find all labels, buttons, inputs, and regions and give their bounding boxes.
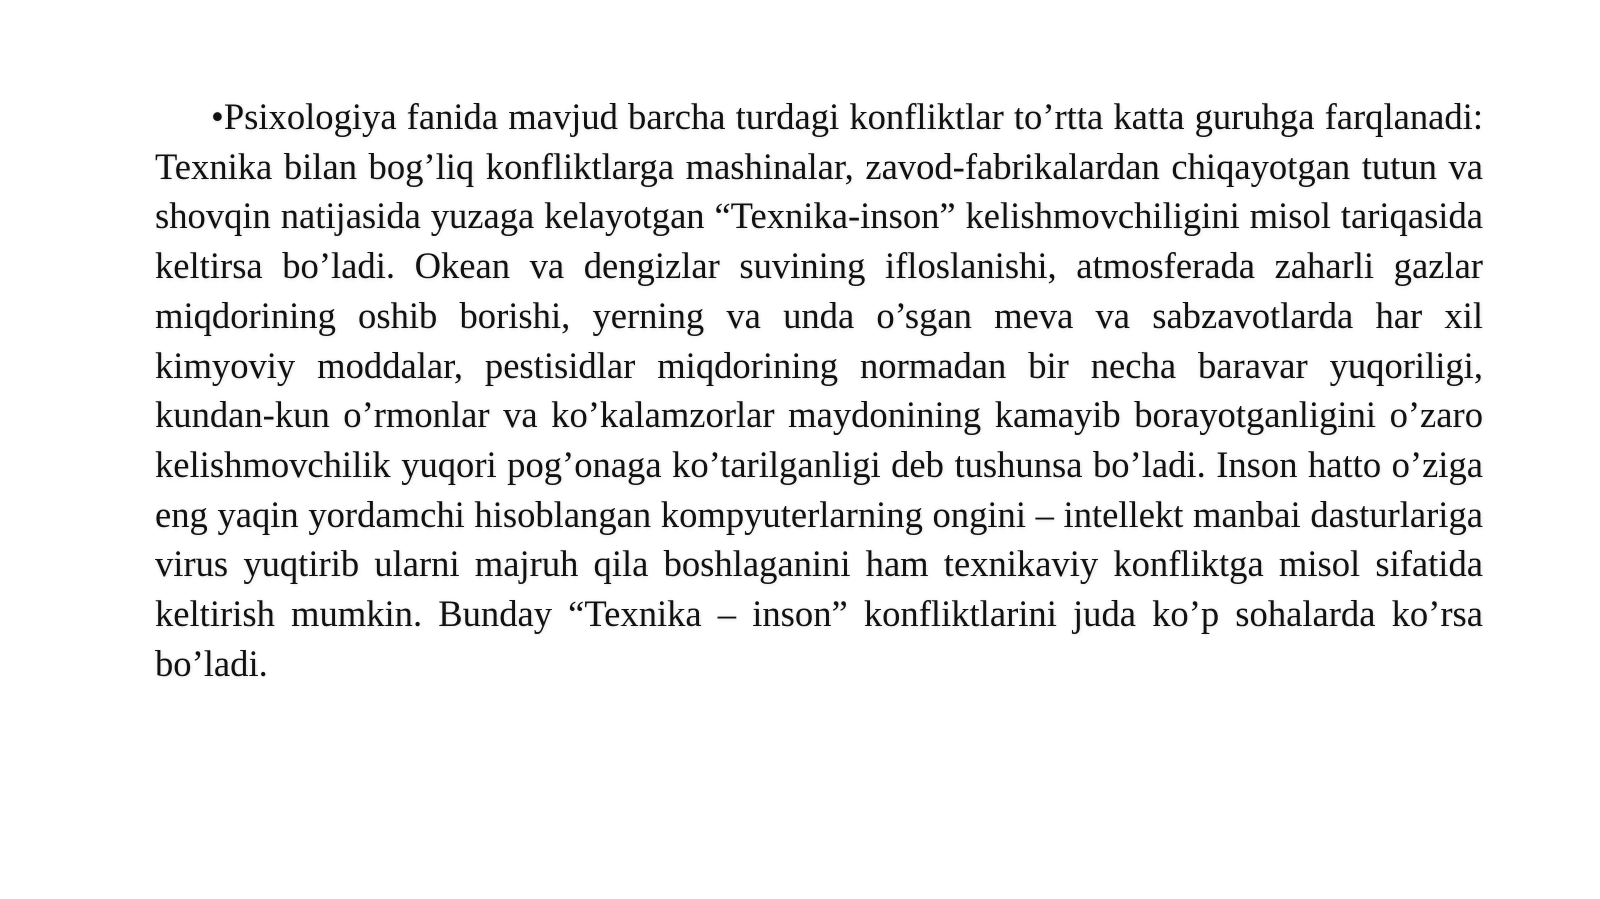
text-body (155, 92, 1483, 688)
bullet-marker: • (211, 96, 224, 137)
paragraph-text: Psixologiya fanida mavjud barcha turdagi konfliktlar to’rtta katta guruhga farqlanadi: Texnika bilan bog’liq konfliktlarga mashinalar, zavod-fabrikalardan chiqayotgan tutun va shovqin natijasida yuzaga kelayotgan “Texnika-inson” kelishmovchiligini misol tariqasida keltirsa bo’ladi. Okean va dengizlar suvining ifloslanishi, atmosferada zaharli gazlar miqdorining oshib borishi, yerning va unda o’sgan meva va sabzavotlarda har xil kimyoviy moddalar, pestisidlar miqdorining normadan bir necha baravar yuqoriligi, kundan-kun o’rmonlar va ko’kalamzorlar maydonining kamayib borayotganligini o’zaro kelishmovchilik yuqori pog’onaga ko’tarilganligi deb tushunsa bo’ladi. Inson hatto o’ziga eng yaqin yordamchi hisoblangan kompyuterlarning ongini – intellekt manbai dasturlariga virus yuqtirib ularni majruh qila boshlaganini ham texnikaviy konfliktga misol sifatida keltirish mumkin. Bunday “Texnika – inson” konfliktlarini juda ko’p sohalarda ko’rsa bo’ladi. (155, 96, 1483, 684)
bullet-paragraph (155, 92, 1483, 688)
